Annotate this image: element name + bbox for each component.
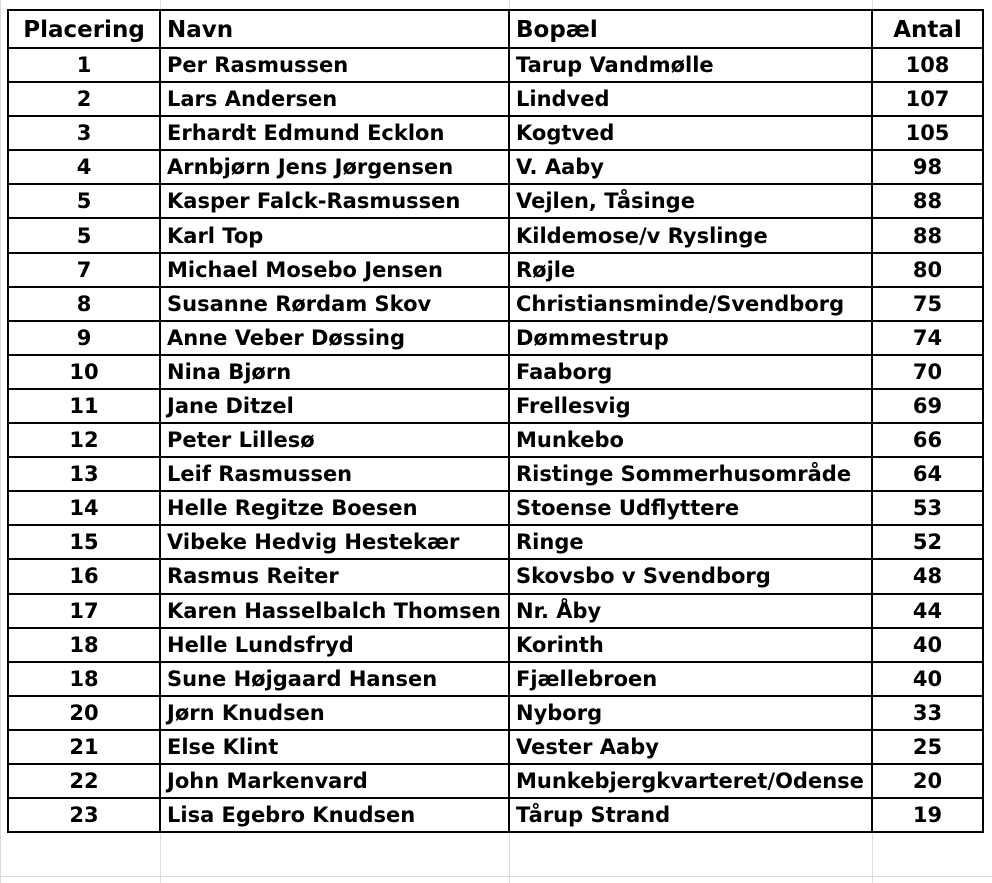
name-cell[interactable]: Lisa Egebro Knudsen <box>160 798 509 832</box>
rank-cell[interactable]: 14 <box>8 491 160 525</box>
rank-cell[interactable]: 5 <box>8 184 160 218</box>
town-cell[interactable]: Christiansminde/Svendborg <box>509 287 872 321</box>
table-row <box>8 389 983 423</box>
town-cell[interactable]: Korinth <box>509 628 872 662</box>
name-cell[interactable]: Erhardt Edmund Ecklon <box>160 116 509 150</box>
table-row <box>8 764 983 798</box>
count-cell[interactable]: 74 <box>872 321 983 355</box>
rank-cell[interactable]: 21 <box>8 730 160 764</box>
town-cell[interactable]: Dømmestrup <box>509 321 872 355</box>
count-cell[interactable]: 48 <box>872 559 983 593</box>
count-cell[interactable]: 69 <box>872 389 983 423</box>
town-cell[interactable]: Tarup Vandmølle <box>509 48 872 82</box>
name-cell[interactable]: Helle Lundsfryd <box>160 628 509 662</box>
header-count[interactable]: Antal <box>872 10 983 48</box>
count-cell[interactable]: 88 <box>872 218 983 252</box>
name-cell[interactable]: Sune Højgaard Hansen <box>160 662 509 696</box>
name-cell[interactable]: Arnbjørn Jens Jørgensen <box>160 150 509 184</box>
rank-cell[interactable]: 15 <box>8 525 160 559</box>
count-cell[interactable]: 66 <box>872 423 983 457</box>
header-name[interactable]: Navn <box>160 10 509 48</box>
name-cell[interactable]: Per Rasmussen <box>160 48 509 82</box>
count-cell[interactable]: 107 <box>872 82 983 116</box>
rank-cell[interactable]: 18 <box>8 628 160 662</box>
table-row <box>8 355 983 389</box>
name-cell[interactable]: Anne Veber Døssing <box>160 321 509 355</box>
name-cell[interactable]: Karen Hasselbalch Thomsen <box>160 594 509 628</box>
town-cell[interactable]: V. Aaby <box>509 150 872 184</box>
rank-cell[interactable]: 22 <box>8 764 160 798</box>
table-row <box>8 287 983 321</box>
rank-cell[interactable]: 11 <box>8 389 160 423</box>
town-cell[interactable]: Frellesvig <box>509 389 872 423</box>
rank-cell[interactable]: 4 <box>8 150 160 184</box>
header-rank[interactable]: Placering <box>8 10 160 48</box>
town-cell[interactable]: Nr. Åby <box>509 594 872 628</box>
town-cell[interactable]: Ringe <box>509 525 872 559</box>
rank-cell[interactable]: 8 <box>8 287 160 321</box>
name-cell[interactable]: John Markenvard <box>160 764 509 798</box>
count-cell[interactable]: 52 <box>872 525 983 559</box>
table-row <box>8 628 983 662</box>
town-cell[interactable]: Kildemose/v Ryslinge <box>509 218 872 252</box>
rank-cell[interactable]: 5 <box>8 218 160 252</box>
name-cell[interactable]: Jane Ditzel <box>160 389 509 423</box>
table-row <box>8 48 983 82</box>
town-cell[interactable]: Vester Aaby <box>509 730 872 764</box>
count-cell[interactable]: 80 <box>872 253 983 287</box>
table-row <box>8 321 983 355</box>
table-body <box>8 48 983 832</box>
rank-cell[interactable]: 12 <box>8 423 160 457</box>
rank-cell[interactable]: 16 <box>8 559 160 593</box>
rank-cell[interactable]: 13 <box>8 457 160 491</box>
count-cell[interactable]: 53 <box>872 491 983 525</box>
count-cell[interactable]: 98 <box>872 150 983 184</box>
town-cell[interactable]: Kogtved <box>509 116 872 150</box>
name-cell[interactable]: Rasmus Reiter <box>160 559 509 593</box>
table-row <box>8 116 983 150</box>
gridline <box>0 876 992 877</box>
count-cell[interactable]: 88 <box>872 184 983 218</box>
rank-cell[interactable]: 18 <box>8 662 160 696</box>
town-cell[interactable]: Røjle <box>509 253 872 287</box>
table-row <box>8 218 983 252</box>
rank-cell[interactable]: 1 <box>8 48 160 82</box>
table-row <box>8 491 983 525</box>
table-row <box>8 150 983 184</box>
town-cell[interactable]: Tårup Strand <box>509 798 872 832</box>
town-cell[interactable]: Lindved <box>509 82 872 116</box>
rank-cell[interactable]: 17 <box>8 594 160 628</box>
count-cell[interactable]: 108 <box>872 48 983 82</box>
table-row <box>8 798 983 832</box>
name-cell[interactable]: Nina Bjørn <box>160 355 509 389</box>
rank-cell[interactable]: 23 <box>8 798 160 832</box>
town-cell[interactable]: Ristinge Sommerhusområde <box>509 457 872 491</box>
table-row <box>8 662 983 696</box>
count-cell[interactable]: 64 <box>872 457 983 491</box>
name-cell[interactable]: Vibeke Hedvig Hestekær <box>160 525 509 559</box>
rank-cell[interactable]: 20 <box>8 696 160 730</box>
count-cell[interactable]: 25 <box>872 730 983 764</box>
table-row <box>8 457 983 491</box>
town-cell[interactable]: Stoense Udflyttere <box>509 491 872 525</box>
header-row <box>8 10 983 48</box>
table-row <box>8 559 983 593</box>
rank-cell[interactable]: 2 <box>8 82 160 116</box>
table-row <box>8 594 983 628</box>
town-cell[interactable]: Faaborg <box>509 355 872 389</box>
count-cell[interactable]: 40 <box>872 628 983 662</box>
rank-cell[interactable]: 3 <box>8 116 160 150</box>
town-cell[interactable]: Fjællebroen <box>509 662 872 696</box>
name-cell[interactable]: Else Klint <box>160 730 509 764</box>
table-row <box>8 253 983 287</box>
name-cell[interactable]: Karl Top <box>160 218 509 252</box>
count-cell[interactable]: 20 <box>872 764 983 798</box>
name-cell[interactable]: Helle Regitze Boesen <box>160 491 509 525</box>
rank-cell[interactable]: 7 <box>8 253 160 287</box>
rank-cell[interactable]: 10 <box>8 355 160 389</box>
count-cell[interactable]: 19 <box>872 798 983 832</box>
name-cell[interactable]: Peter Lillesø <box>160 423 509 457</box>
header-town[interactable]: Bopæl <box>509 10 872 48</box>
count-cell[interactable]: 44 <box>872 594 983 628</box>
count-cell[interactable]: 40 <box>872 662 983 696</box>
rank-cell[interactable]: 9 <box>8 321 160 355</box>
town-cell[interactable]: Munkebo <box>509 423 872 457</box>
count-cell[interactable]: 105 <box>872 116 983 150</box>
count-cell[interactable]: 33 <box>872 696 983 730</box>
name-cell[interactable]: Susanne Rørdam Skov <box>160 287 509 321</box>
name-cell[interactable]: Lars Andersen <box>160 82 509 116</box>
table-row <box>8 184 983 218</box>
count-cell[interactable]: 75 <box>872 287 983 321</box>
town-cell[interactable]: Vejlen, Tåsinge <box>509 184 872 218</box>
table-row <box>8 525 983 559</box>
name-cell[interactable]: Michael Mosebo Jensen <box>160 253 509 287</box>
count-cell[interactable]: 70 <box>872 355 983 389</box>
town-cell[interactable]: Skovsbo v Svendborg <box>509 559 872 593</box>
ranking-table <box>7 9 984 833</box>
table-row <box>8 423 983 457</box>
table-row <box>8 730 983 764</box>
town-cell[interactable]: Munkebjergkvarteret/Odense <box>509 764 872 798</box>
town-cell[interactable]: Nyborg <box>509 696 872 730</box>
table-row <box>8 696 983 730</box>
name-cell[interactable]: Kasper Falck-Rasmussen <box>160 184 509 218</box>
name-cell[interactable]: Jørn Knudsen <box>160 696 509 730</box>
name-cell[interactable]: Leif Rasmussen <box>160 457 509 491</box>
table-row <box>8 82 983 116</box>
